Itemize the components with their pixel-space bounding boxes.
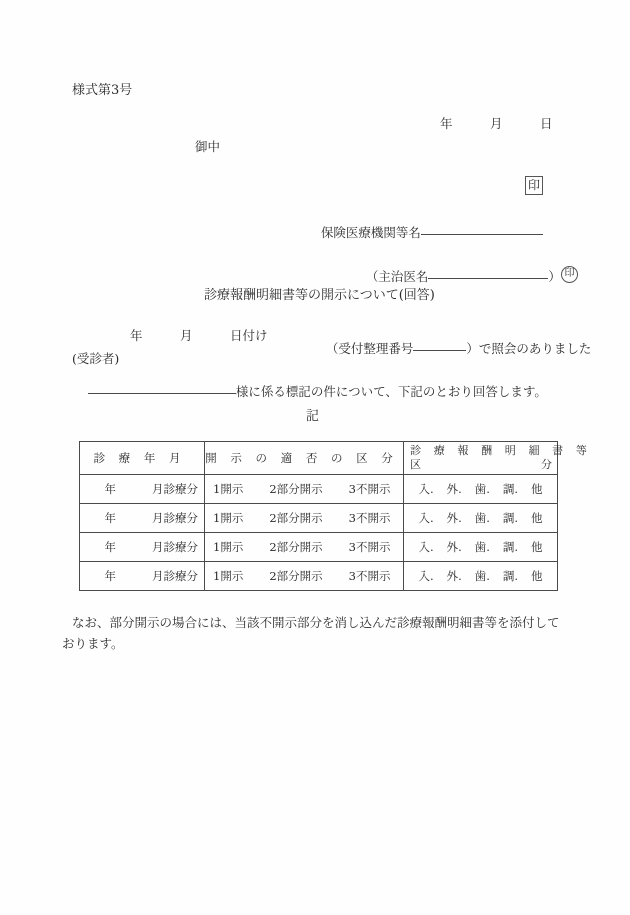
row-period-year-0: 年 — [104, 482, 116, 496]
header-disclosure-category: 開 示 の 適 否 の 区 分 — [205, 442, 404, 475]
row-option-disclose-1[interactable]: 1開示 — [213, 511, 244, 525]
reference-number-input[interactable] — [413, 350, 466, 351]
table-row — [80, 533, 558, 562]
attending-doctor-close-paren: ） — [548, 268, 561, 284]
row-categories-inner-1 — [404, 504, 557, 532]
row-cat-other-3[interactable]: 他 — [530, 569, 543, 583]
row-cat-pharmacy-3[interactable]: 調. — [502, 569, 519, 583]
row-option-disclose-2[interactable]: 1開示 — [213, 540, 244, 554]
header-bun: 分 — [541, 458, 552, 471]
row-period-0[interactable] — [80, 475, 205, 504]
row-option-disclose-3[interactable]: 1開示 — [213, 569, 244, 583]
row-cat-pharmacy-1[interactable]: 調. — [502, 511, 519, 525]
table-row — [80, 562, 558, 591]
statement-text: 様に係る標記の件について、下記のとおり回答します。 — [235, 383, 547, 399]
seal-circle-icon: 印 — [561, 266, 578, 283]
reference-number-line — [310, 330, 591, 368]
row-period-year-2: 年 — [104, 540, 116, 554]
row-option-disclose-0[interactable]: 1開示 — [213, 482, 244, 496]
row-period-3[interactable] — [80, 562, 205, 591]
row-option-partial-2[interactable]: 2部分開示 — [269, 540, 323, 554]
row-cat-outpatient-2[interactable]: 外. — [446, 540, 462, 554]
row-cat-other-0[interactable]: 他 — [530, 482, 543, 496]
row-cat-dental-1[interactable]: 歯. — [474, 511, 490, 525]
seal-square-icon: 印 — [525, 176, 543, 195]
row-cat-outpatient-0[interactable]: 外. — [446, 482, 462, 496]
row-cat-outpatient-1[interactable]: 外. — [446, 511, 462, 525]
row-cat-inpatient-3[interactable]: 入. — [418, 569, 434, 583]
attending-doctor-input[interactable] — [428, 278, 548, 279]
row-option-partial-1[interactable]: 2部分開示 — [269, 511, 323, 525]
attending-doctor-label: （主治医名 — [365, 268, 429, 284]
row-period-year-3: 年 — [104, 569, 116, 583]
row-categories-inner-3 — [404, 562, 557, 590]
row-option-nondisclose-1[interactable]: 3不開示 — [348, 511, 391, 525]
issue-date-line: 年 月 日 — [440, 116, 553, 131]
row-options-2[interactable] — [205, 533, 404, 562]
document-title: 診療報酬明細書等の開示について(回答) — [204, 288, 435, 303]
header-ku: 区 — [410, 458, 421, 471]
row-categories-0[interactable] — [404, 475, 558, 504]
header-treatment-period: 診 療 年 月 — [80, 442, 205, 475]
row-cat-other-2[interactable]: 他 — [530, 540, 543, 554]
row-option-nondisclose-3[interactable]: 3不開示 — [348, 569, 391, 583]
row-cat-outpatient-3[interactable]: 外. — [446, 569, 462, 583]
row-period-month-3: 月診療分 — [152, 569, 198, 583]
patient-name-line — [72, 373, 547, 411]
row-options-0[interactable] — [205, 475, 404, 504]
row-option-partial-3[interactable]: 2部分開示 — [269, 569, 323, 583]
row-cat-inpatient-0[interactable]: 入. — [418, 482, 434, 496]
row-cat-other-1[interactable]: 他 — [530, 511, 543, 525]
row-categories-3[interactable] — [404, 562, 558, 591]
row-options-3[interactable] — [205, 562, 404, 591]
patient-name-input[interactable] — [88, 393, 236, 394]
addressee-suffix: 御中 — [195, 139, 221, 154]
organization-name-label: 保険医療機関等名 — [320, 224, 421, 240]
row-cat-dental-0[interactable]: 歯. — [474, 482, 490, 496]
row-categories-2[interactable] — [404, 533, 558, 562]
row-cat-dental-2[interactable]: 歯. — [474, 540, 490, 554]
row-cat-inpatient-1[interactable]: 入. — [418, 511, 434, 525]
patient-label: (受診者) — [72, 351, 120, 366]
row-categories-1[interactable] — [404, 504, 558, 533]
row-categories-inner-0 — [404, 475, 557, 503]
reference-number-label: （受付整理番号 — [325, 340, 414, 356]
row-cat-pharmacy-0[interactable]: 調. — [502, 482, 519, 496]
row-period-year-1: 年 — [104, 511, 116, 525]
reference-number-suffix: ）で照会のありました — [466, 340, 592, 356]
row-options-1[interactable] — [205, 504, 404, 533]
row-period-month-1: 月診療分 — [152, 511, 198, 525]
table-header-row — [80, 442, 558, 475]
form-number: 様式第3号 — [72, 83, 133, 98]
row-period-month-2: 月診療分 — [152, 540, 198, 554]
inquiry-date-line: 年 月 日付け — [130, 328, 268, 343]
row-cat-pharmacy-2[interactable]: 調. — [502, 540, 519, 554]
table-row — [80, 504, 558, 533]
row-period-2[interactable] — [80, 533, 205, 562]
row-option-nondisclose-2[interactable]: 3不開示 — [348, 540, 391, 554]
header-statement-category-line1: 診 療 報 酬 明 細 書 等 — [410, 444, 592, 458]
disclosure-table — [79, 441, 592, 591]
row-categories-inner-2 — [404, 533, 557, 561]
row-period-1[interactable] — [80, 504, 205, 533]
row-option-nondisclose-0[interactable]: 3不開示 — [348, 482, 391, 496]
row-period-month-0: 月診療分 — [152, 482, 198, 496]
footnote-line-1: なお、部分開示の場合には、当該不開示部分を消し込んだ診療報酬明細書等を添付して — [72, 615, 560, 630]
ki-marker: 記 — [306, 409, 320, 424]
footnote-line-2: おります。 — [62, 636, 124, 651]
organization-name-line — [305, 214, 543, 252]
organization-name-input[interactable] — [421, 234, 543, 235]
header-statement-category — [404, 442, 592, 475]
row-cat-dental-3[interactable]: 歯. — [474, 569, 490, 583]
table-body — [80, 442, 592, 591]
row-option-partial-0[interactable]: 2部分開示 — [269, 482, 323, 496]
header-statement-category-line2 — [410, 458, 552, 472]
table-row — [80, 475, 558, 504]
row-cat-inpatient-2[interactable]: 入. — [418, 540, 434, 554]
